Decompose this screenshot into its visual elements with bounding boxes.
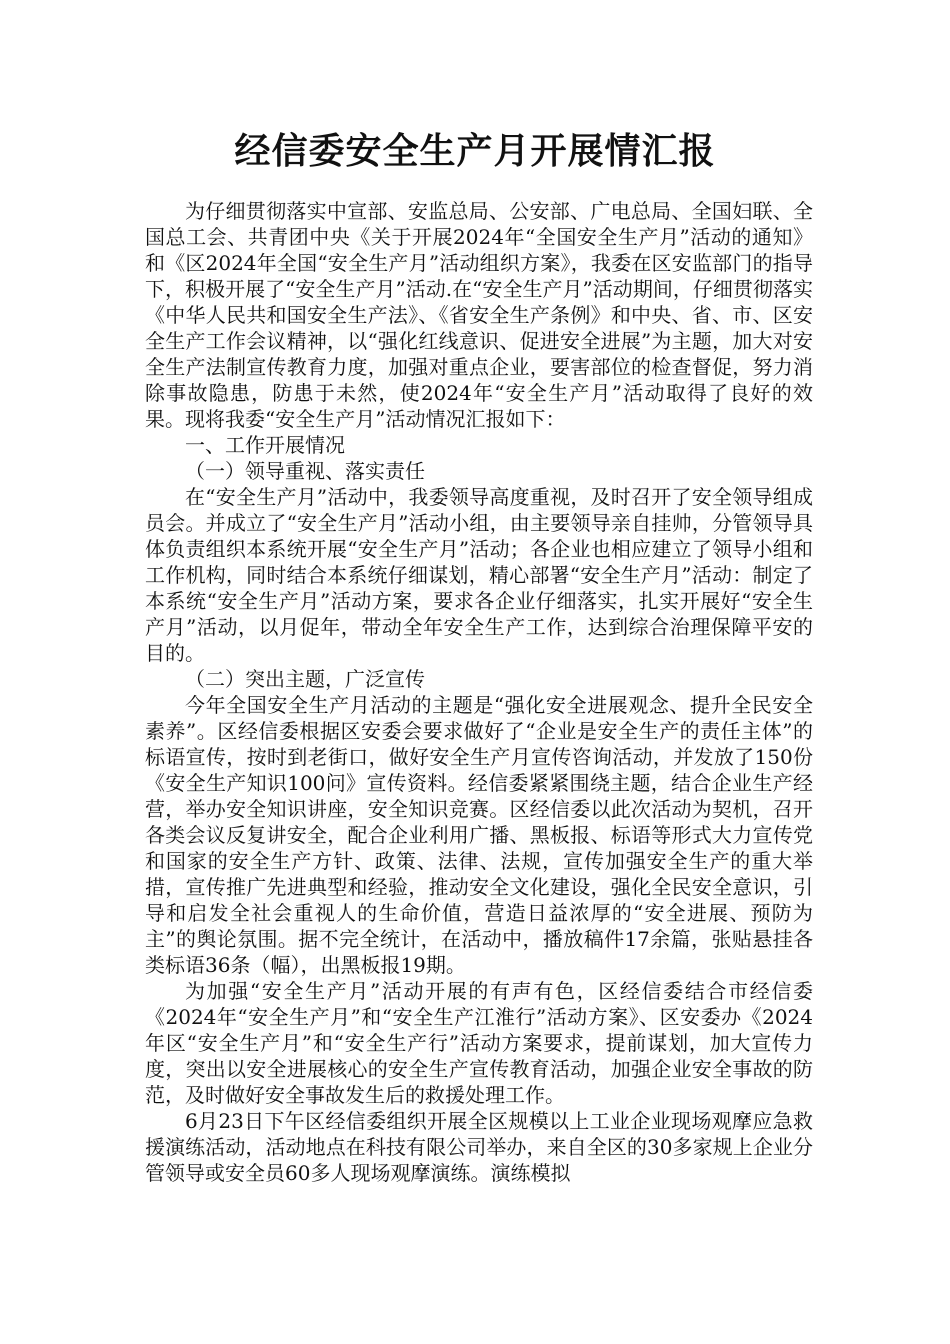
paragraph-campaign: 为加强“安全生产月”活动开展的有声有色，区经信委结合市经信委《2024年“安全生产月”和“安全生产江淮行”活动方案》、区安委办《2024年区“安全生产月”和“安全生产行”活动方案要求，提前谋划，加大宣传力度，突出以安全进展核心的安全生产宣传教育活动，加强企业安全事故的防范，及时做好安全事故发生后的救援处理工作。 (145, 979, 813, 1107)
subsection-heading-publicity: （二）突出主题，广泛宣传 (185, 667, 425, 691)
paragraph-intro: 为仔细贯彻落实中宣部、安监总局、公安部、广电总局、全国妇联、全国总工会、共青团中央《关于开展2024年“全国安全生产月”活动的通知》和《区2024年全国“安全生产月”活动组织方案》，我委在区安监部门的指导下，积极开展了“安全生产月”活动.在“安全生产月”活动期间，仔细贯彻落实《中华人民共和国安全生产法》、《省安全生产条例》和中央、省、市、区安全生产工作会议精神，以“强化红线意识、促进安全进展”为主题，加大对安全生产法制宣传教育力度，加强对重点企业，要害部位的检查督促，努力消除事故隐患，防患于未然，使2024年“安全生产月”活动取得了良好的效果。现将我委“安全生产月”活动情况汇报如下： (145, 199, 813, 431)
section-heading-work: 一、工作开展情况 (185, 433, 345, 457)
paragraph-leadership: 在“安全生产月”活动中，我委领导高度重视，及时召开了安全领导组成员会。并成立了“安全生产月”活动小组，由主要领导亲自挂帅，分管领导具体负责组织本系统开展“安全生产月”活动；各企业也相应建立了领导小组和工作机构，同时结合本系统仔细谋划，精心部署“安全生产月”活动：制定了本系统“安全生产月”活动方案，要求各企业仔细落实，扎实开展好“安全生产月”活动，以月促年，带动全年安全生产工作，达到综合治理保障平安的目的。 (145, 485, 813, 665)
document-body (145, 198, 813, 1186)
subsection-heading-leadership: （一）领导重视、落实责任 (185, 459, 425, 483)
paragraph-publicity: 今年全国安全生产月活动的主题是“强化安全进展观念、提升全民安全素养”。区经信委根据区安委会要求做好了“企业是安全生产的责任主体”的标语宣传，按时到老街口，做好安全生产月宣传咨询活动，并发放了150份《安全生产知识100问》宣传资料。经信委紧紧围绕主题，结合企业生产经营，举办安全知识讲座，安全知识竞赛。区经信委以此次活动为契机，召开各类会议反复讲安全，配合企业利用广播、黑板报、标语等形式大力宣传党和国家的安全生产方针、政策、法律、法规，宣传加强安全生产的重大举措，宣传推广先进典型和经验，推动安全文化建设，强化全民安全意识，引导和启发全社会重视人的生命价值，营造日益浓厚的“安全进展、预防为主”的舆论氛围。据不完全统计，在活动中，播放稿件17余篇，张贴悬挂各类标语36条（幅），出黑板报19期。 (145, 693, 813, 977)
document-title: 经信委安全生产月开展情汇报 (234, 131, 716, 172)
paragraph-drill: 6月23日下午区经信委组织开展全区规模以上工业企业现场观摩应急救援演练活动，活动地点在科技有限公司举办，来自全区的30多家规上企业分管领导或安全员60多人现场观摩演练。演练模拟 (145, 1109, 813, 1185)
